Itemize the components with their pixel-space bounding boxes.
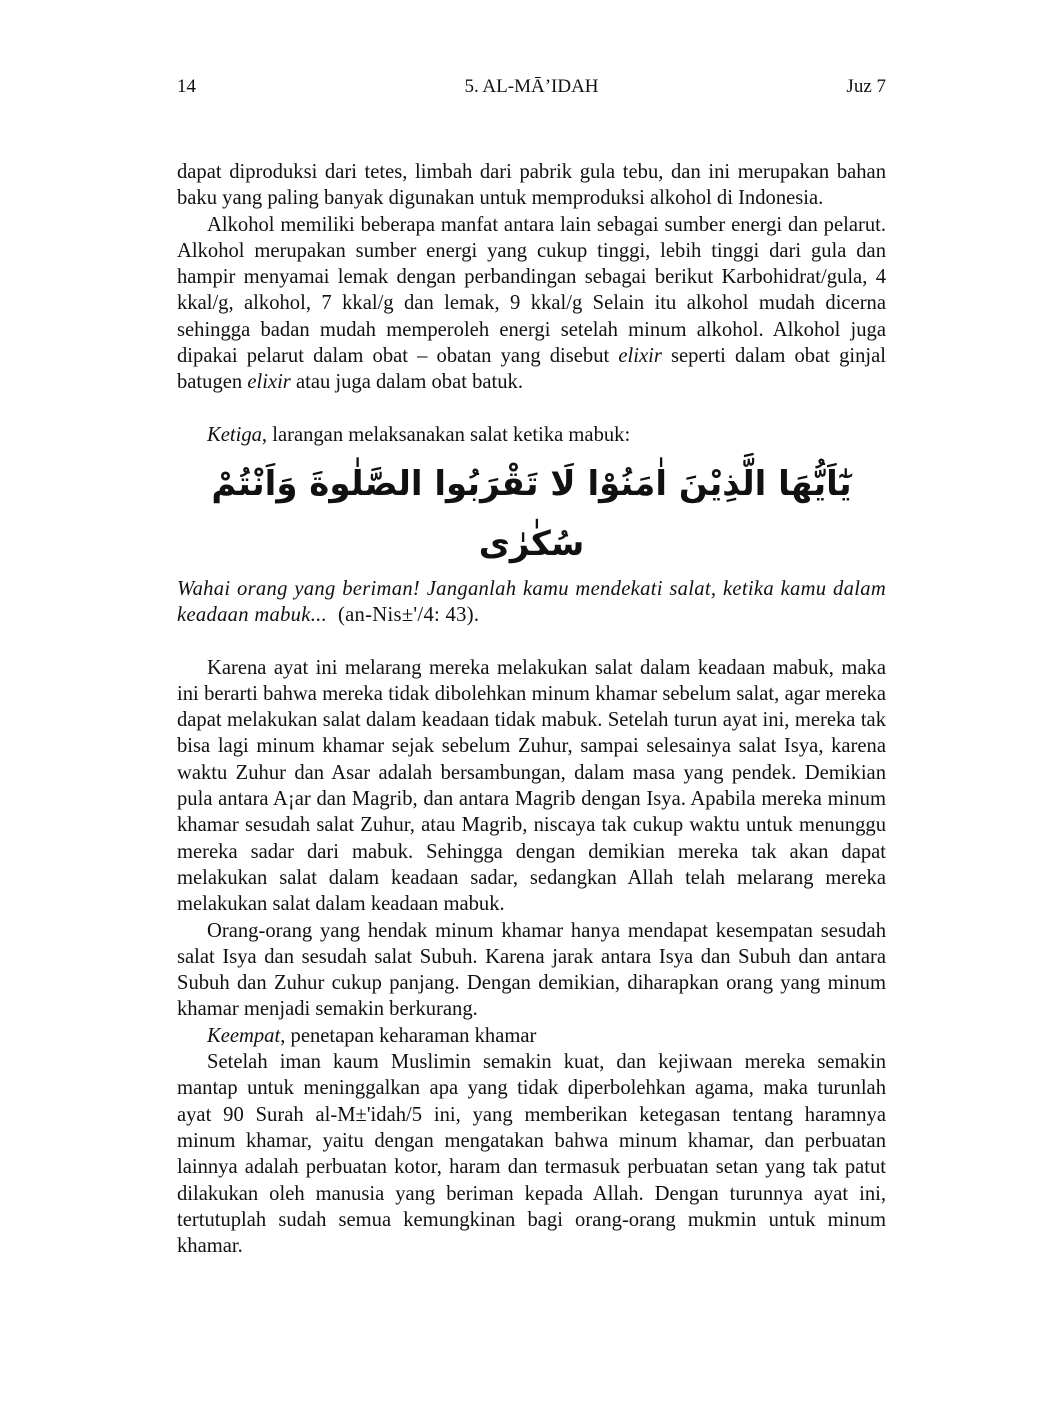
text-segment: , larangan melaksanakan salat ketika mabuk: [261, 423, 631, 446]
text-segment: seperti dalam obat ginjal batugen [177, 345, 886, 394]
italic-heading: Keempat [207, 1024, 281, 1047]
italic-heading: Ketiga [207, 423, 262, 446]
paragraph-continuation: dapat diproduksi dari tetes, limbah dari pabrik gula tebu, dan ini merupakan bahan baku yang paling banyak digunakan untuk memproduksi alkohol di Indonesia. [177, 161, 886, 210]
running-title: 5. AL-MĀ’IDAH [464, 76, 599, 97]
paragraph-opportunity: Orang-orang yang hendak minum khamar hanya mendapat kesempatan sesudah salat Isya dan sesudah salat Subuh. Karena jarak antara Isya dan Subuh dan antara Subuh dan Zuhur cukup panjang. Dengan demikian, diharapkan orang yang minum khamar menjadi semakin berkurang. [177, 919, 886, 1021]
page-number: 14 [177, 76, 196, 97]
text-segment: Alkohol memiliki beberapa manfat antara lain sebagai sumber energi dan pelarut. Alkohol merupakan sumber energi yang cukup tinggi, lebih tinggi dari gula dan hampir menyamai lemak dengan perbandingan sebagai berikut Karbohidrat/gula, 4 kkal/g, alkohol, 7 kkal/g dan lemak, 9 kkal/g Selain itu alkohol mudah dicerna sehingga badan mudah memperoleh energi setelah minum alkohol. Alkohol juga dipakai pelarut dalam obat – obatan yang disebut [177, 213, 886, 368]
page-body [177, 159, 886, 1259]
paragraph-prohibition: Setelah iman kaum Muslimin semakin kuat, dan kejiwaan mereka semakin mantap untuk meninggalkan apa yang tidak diperbolehkan agama, maka turunlah ayat 90 Surah al-M±'idah/5 ini, yang memberikan ketegasan tentang haramnya minum khamar, yaitu dengan mengatakan bahwa minum khamar, dan perbuatan lainnya adalah perbuatan kotor, haram dan termasuk perbuatan setan yang tak patut dilakukan oleh manusia yang beriman kepada Allah. Dengan turunnya ayat ini, tertutuplah sudah semua kemungkinan bagi orang-orang mukmin untuk minum khamar. [177, 1051, 886, 1258]
verse-translation [177, 576, 886, 629]
paragraph-third-stage [177, 422, 886, 448]
paragraph-alcohol-benefits [177, 212, 886, 396]
text-segment: atau juga dalam obat batuk. [290, 371, 523, 394]
translation-text: Wahai orang yang beriman! Janganlah kamu mendekati salat, ketika kamu dalam keadaan mabuk... [177, 577, 886, 627]
page-header [177, 76, 886, 102]
text-segment: , penetapan keharaman khamar [280, 1024, 537, 1047]
italic-term: elixir [618, 345, 662, 368]
paragraph-fourth-stage [177, 1023, 886, 1049]
arabic-verse: يٰٓاَيُّهَا الَّذِيْنَ اٰمَنُوْا لَا تَقْرَبُوا الصَّلٰوةَ وَاَنْتُمْ سُكٰرٰى [211, 463, 852, 564]
verse-reference: (an-Nis±'/4: 43). [327, 604, 480, 627]
juz-label: Juz 7 [846, 76, 886, 97]
paragraph-explanation: Karena ayat ini melarang mereka melakukan salat dalam keadaan mabuk, maka ini berarti bahwa mereka tidak dibolehkan minum khamar sebelum salat, agar mereka dapat melakukan salat dalam keadaan tidak mabuk. Setelah turun ayat ini, mereka tak bisa lagi minum khamar sejak sebelum Zuhur, sampai selesainya salat Isya, karena waktu Zuhur dan Asar adalah bersambungan, dalam masa yang pendek. Demikian pula antara A¡ar dan Magrib, dan antara Magrib dengan Isya. Apabila mereka minum khamar sesudah salat Zuhur, atau Magrib, niscaya tak cukup waktu untuk menunggu mereka sadar dari mabuk. Sehingga dengan demikian mereka tak akan dapat melakukan salat dalam keadaan sadar, sedangkan Allah telah melarang mereka melakukan salat dalam keadaan mabuk. [177, 656, 886, 916]
italic-term: elixir [247, 371, 291, 394]
